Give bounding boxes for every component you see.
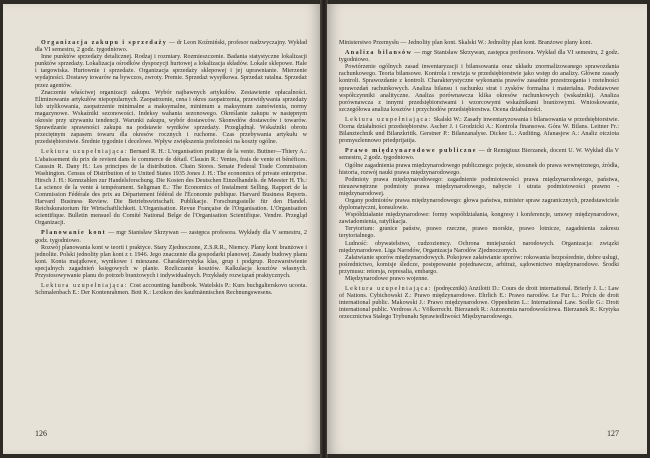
paragraph-text: Współdziałanie międzynarodowe: formy współdziałania, kongresy i konferencje, umowy międzynarodowe, zawiadomienia, ratyfikacja. bbox=[339, 212, 619, 226]
paragraph-text: — mgr Stanisław Skrzywan — zastępca profesora. Wykłady dla V semestru, 2 godz. tygodniowo. bbox=[35, 230, 308, 244]
paragraph-text: — dr Remigiusz Bierzanek, docent U. W. Wykład dla V semestru, 2 godz. tygodniowo. bbox=[339, 148, 619, 162]
left-page-number: 126 bbox=[35, 429, 47, 438]
paragraph-text: — dr Leon Koźmiński, profesor nadzwyczajny. Wykład dla VI semestru, 2 godz. tygodniowo. bbox=[35, 40, 307, 54]
paragraph bbox=[35, 40, 307, 54]
paragraph-text: Powtórzenie ogólnych zasad inwentaryzacji i bilansowania oraz układu znormalizowanego sprawozdania rachunkowego. Teoria bilansowe. Kontrola i rewizja w przedsiębiorstwie jako wstęp do analizy. Główne zasady kontroli. Sprawozdanie z kontroli. Charakterystyczne wykonania prawów zasadnie przestrzegania i rzetelności sprawozdań rachunkowych. Analiza bilansu i rachunku strat i zysków formalna i materialna. Podstawowe współczynniki analityczne. Analiza porównawcza klika okresów rachunkowych (wskaźniki). Analiza porównawcza z innymi przedsiębiorstwami i wzorcowymi wskaźnikami branżowymi. Wnioskowanie, szczegółowa analiza kosztów i przychodów przedsiębiorstwa. Ocena dziabalności. bbox=[339, 64, 619, 113]
paragraph bbox=[339, 40, 619, 47]
right-page-number: 127 bbox=[607, 429, 619, 438]
paragraph bbox=[339, 163, 619, 177]
paragraph bbox=[339, 198, 619, 212]
paragraph-text: Znaczenie właściwej organizacji zakupu. Wybór najbawnych artykułów. Zestawienie opłacalności. Eliminowanie artykułów niepopularnych. Zaopatrzenie, cena i okres zaopatrzenia, przewidywania sprzedaży lub utylikowania, zaopatrzenie minimalne a maksymalne, minimum a maksymum zamówienia, normy magazynowe. Wskaźniki sezonowości. Indeksy wahania sezonowego. Określanie zakupu w następnym okresie przy używaniu tendencji. Warunki zakupu, wybór dostawców. Skonwdów dostawców i towarów. Sprawdzanie sprawności zakupu na podstawie wyników sprzedaży. Przeglądnął. Wskaźniki obrotu przeciętnym zapasem towaru dla okresów rocznych i ruchome. Czas przebywania artykułu w przedsiębiorstwie. Średnie tygodnie i decelowe. Wpływ zwiększenia prelotności na koszty ogólne. bbox=[35, 89, 307, 146]
paragraph bbox=[35, 54, 307, 89]
paragraph-text: Ogólne zagadnienia prawa międzynarodowego publicznego: pojęcie, stosunek do prawa wewnętrznego, źródła, historia, rozwój nauki prawa międzynarodowego. bbox=[339, 162, 619, 176]
paragraph-text: Podmioty prawa międzynarodowego: zagadnienie podmiotowości prawa międzynarodowego, państwa, nieuzewnętrzne podmioty prawa międzynarodowego, nabycie i utrata podmiotowości prawno - międzynarodowej. bbox=[339, 176, 619, 197]
paragraph-lead: Analiza bilansów bbox=[345, 50, 413, 57]
paragraph bbox=[339, 117, 619, 145]
paragraph bbox=[35, 245, 307, 280]
paragraph-lead: Lektura uzupełniająca: bbox=[41, 149, 128, 156]
paragraph bbox=[339, 255, 619, 276]
paragraph-lead: Lektura uzupełniająca: bbox=[345, 116, 432, 123]
paragraph-text: Bernard R. H.: L'organisation pratique de la vente. Buttner—Thiery A.: L'abaissement du prix de revient dans le commerce de détail. Clausin R.: Ventes, frais de vente et bénéfices. Caussin R. Dany H.: Les principes de la distribution. Chain Stores. Senate Federal Trade Commission Washington. Census of Distribution of to United States 1935 Jones J. H.: The economics of private enterprise. Hirsch J. H.: Kennzahlen zur Handelsforschung. Die Kosten des Deutschen Einzelhandels. de Meester H. Th.: La science de la vente à tempérament. Seligman E.: The Economics of Instalment Selling. Rapport de la Commission Fédérale des prix au Département fédéral de l'Économie publique. Harvard Business Reports. Harvard Business Review. Die Betriebswirtschaft. Publikacje. Forschungsstelle für den Handel. Reichskuratorium für Wirtschaftlichkeit. L'Organisation. Revue Française de l'Organisation. L'Organisation scientifique. Bulletin mensuel du Comité National Belge de l'Organisation Scientifique. Vendre. Przegląd Organizacji. bbox=[35, 149, 307, 227]
paragraph-text: Skalski W.: Zasady inwentaryzowania i bilansowania w przedsiębiorstwie. Ocena działalności przedsiębiorstw. Ascher J. i Grodzicki A.: Kontrola finansowa. Góra W. Bilans. Leitner Fr.: Bilanztechnik und Bilanzkritik. Gerstner P.: Bilanzanalyse. Dickee L.: Auditing. Afanasjew A.: Analiz otcziota promyszlennowo priedprijatija. bbox=[339, 116, 619, 145]
paragraph-lead: Lektura uzupełniająca: bbox=[345, 286, 432, 293]
right-page bbox=[327, 4, 647, 454]
paragraph-text: Międzynarodowe prawo wojenne. bbox=[345, 276, 429, 282]
paragraph bbox=[35, 149, 307, 227]
paragraph-text: Załatwianie sporów międzynarodowych. Pokojowe załatwianie sporów: rokowania bezpośrednie, dobre usługi, pośrednictwo, komisje śledcze, postępowanie pojednawcze, arbitraż, sądownictwo międzynarodowe. Środki przymusu: retorsja, represalia, embargo. bbox=[339, 254, 619, 275]
paragraph-text: Ludność: obywatelstwo, cudzoziemcy. Ochrona mniejszości narodowych. Organizacja: związki międzynarodowe. Liga Narodów, Organizacja Narodów Zjednoczonych. bbox=[339, 240, 619, 254]
paragraph-lead: Organizacja zakupu i sprzedaży bbox=[41, 40, 168, 46]
paragraph bbox=[339, 50, 619, 64]
left-page bbox=[3, 4, 321, 454]
paragraph-text: Terytorium: granice państw, prawo rzeczne, prawo morskie, prawo lotnicze, zagadnienia zakresu terytorialnego. bbox=[339, 226, 619, 240]
paragraph bbox=[339, 226, 619, 240]
paragraph-text: Inne punktów sprzedaży detalicznej. Rodzaj i rozmiary. Rozmieszczenie. Badania statystyczne lokalizacji punktów sprzedaży. Lokalizacja ośrodków dyspozycji hurtowej a lokalizacja składów. Lokale sklepowe. Hale i targowiska. Hurtownie i sprzedaże. Organizacja sprzedaży sklepowej i jej uprawnianie. Mierzenie wydajności. Dostawy towarów na bywczos, zwroty. Premie. Sprzedaż wysyłkowa. Sprzedaż ratalna. Sprzedaż przez agentów. bbox=[35, 54, 307, 89]
paragraph-text: Organy podmiotów prawa międzynarodowego: głowa państwa, minister spraw zagranicznych, przedstawiciele dyplomatyczni, konsulowie. bbox=[339, 197, 619, 212]
left-page-content bbox=[35, 40, 307, 297]
paragraph bbox=[339, 286, 619, 321]
paragraph-text: Rozwój planowania kont w teorii i praktyce. Stary Zjednoczone, Z.S.R.R., Niemcy. Plany kont branżowe i jednolite. Polski jednolity plan kont z r. 1946. Jego znaczenie dla gospodarki planowej. Zasady budowy planu kont. Konta majątkowe, wynikowe i mieszane. Charakterystyka klas, grup i podgrup. Rozwarstwienie specjalnych zagadnień księgowych w planie. Rozliczanie kosztów. Kalkulacja kosztów własnych. Przystosowywanie planu do potrzeb branżowych i indywidualnych. Przykłady rozwiązań praktycznych. bbox=[35, 244, 307, 279]
paragraph bbox=[35, 230, 307, 244]
paragraph bbox=[339, 64, 619, 114]
paragraph bbox=[339, 177, 619, 198]
paragraph bbox=[339, 276, 619, 283]
paragraph-lead: Planowanie kont bbox=[41, 230, 107, 237]
paragraph-text: (podręczniki) Anzilotti D.: Cours de droit international. Brierly J. L.: Law of Nations. Cybichowski Z.: Prawo międzynarodowe. Ehrlich E.: Prawo narodów. Le Fur L.: Précis de droit international public. Makowski J.: Prawo międzynarodowe. Oppenheim L.: International Law. Scelle G.: Droit international public. Verdross A.: Völkerrecht. Bierzanek R.: Autonomia narodowościowa. Bierzanek R.: Krytyka orzecznictwa Stałego Trybunału Sprawiedliwości Międzynarodowego. bbox=[339, 286, 619, 321]
right-page-content bbox=[339, 40, 619, 322]
paragraph bbox=[339, 241, 619, 255]
paragraph bbox=[35, 90, 307, 147]
paragraph-lead: Prawo międzynarodowe publiczne bbox=[345, 148, 477, 155]
paragraph-lead: Lektura uzupełniająca: bbox=[41, 283, 128, 290]
paragraph-text: Ministerstwo Przemysłu — Jednolity plan kont. Skalski W.: Jednolity plan kont. Branżowe plany kont. bbox=[339, 40, 592, 46]
paragraph bbox=[339, 212, 619, 226]
paragraph-text: — mgr Stanisław Skrzywan, zastępca profesora. Wykład dla VI semestru, 2 godz. tygodniowo. bbox=[339, 50, 619, 64]
paragraph bbox=[35, 283, 307, 297]
paragraph-text: Cost accounting handbook. Watelskis P.: Kurs buchgalterskovo ucoota. Schmalenbach E.: Der Kontenrahmen. Bott K.: Lexikon des kaufmännischen Rechnungswesens. bbox=[35, 283, 307, 297]
paragraph bbox=[339, 148, 619, 162]
